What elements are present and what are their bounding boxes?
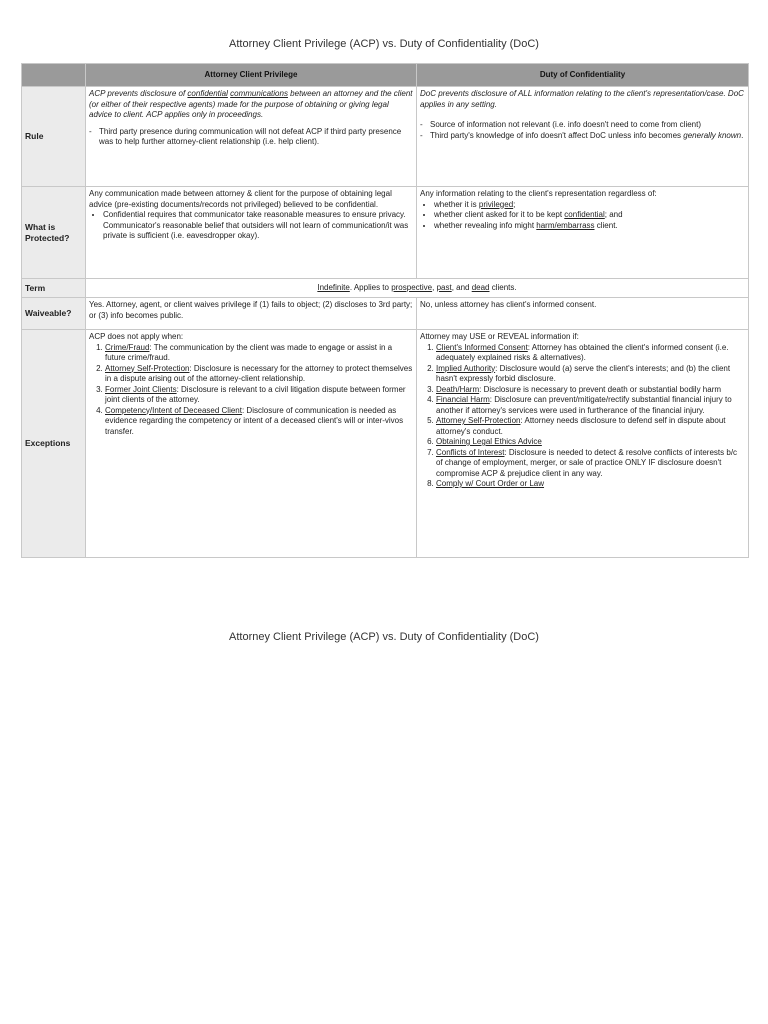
- list-item: 4. Competency/Intent of Deceased Client: Disclosure of communication is needed as evidence regarding the competency or intent of a deceased client's will or inter-vivos transfer.: [105, 406, 413, 438]
- protected-acp-list: [89, 210, 413, 242]
- rule-acp-list: [89, 127, 413, 148]
- protected-doc-cell: [417, 187, 749, 279]
- table-row-term: [22, 279, 749, 298]
- list-item: 2. Attorney Self-Protection: Disclosure is necessary for the attorney to protect themselves in a dispute arising out of the attorney-client relationship.: [105, 364, 413, 385]
- protected-doc-list: [420, 200, 745, 232]
- exceptions-doc-cell: [417, 330, 749, 558]
- table-header-row: [22, 64, 749, 87]
- table-row-exceptions: [22, 330, 749, 558]
- row-label-term: Term: [22, 279, 86, 298]
- list-item: 6. Obtaining Legal Ethics Advice: [436, 437, 745, 448]
- term-cell: Indefinite. Applies to prospective, past, and dead clients.: [86, 279, 749, 298]
- row-label-rule: Rule: [22, 87, 86, 187]
- header-corner: [22, 64, 86, 87]
- list-item: 4. Financial Harm: Disclosure can prevent/mitigate/rectify substantial financial injury to another if attorney's services were used in furtherance of the financial injury.: [436, 395, 745, 416]
- rule-doc-cell: [417, 87, 749, 187]
- list-item: 1. Crime/Fraud: The communication by the client was made to engage or assist in a future crime/fraud.: [105, 343, 413, 364]
- waiveable-acp-cell: Yes. Attorney, agent, or client waives privilege if (1) fails to object; (2) discloses to 3rd party; or (3) info becomes public.: [86, 298, 417, 330]
- list-item: 2. Implied Authority: Disclosure would (a) serve the client's interests; and (b) the client hasn't expressly forbid disclosure.: [436, 364, 745, 385]
- list-item: 8. Comply w/ Court Order or Law: [436, 479, 745, 490]
- list-item: 5. Attorney Self-Protection: Attorney needs disclosure to defend self in dispute about attorney's conduct.: [436, 416, 745, 437]
- waiveable-doc-cell: No, unless attorney has client's informed consent.: [417, 298, 749, 330]
- list-item: • whether revealing info might harm/embarrass client.: [434, 221, 745, 232]
- list-item: • whether client asked for it to be kept confidential; and: [434, 210, 745, 221]
- list-item: • whether it is privileged;: [434, 200, 745, 211]
- protected-acp-cell: [86, 187, 417, 279]
- list-item: - Third party's knowledge of info doesn't affect DoC unless info becomes generally known.: [420, 131, 745, 142]
- header-acp: Attorney Client Privilege: [86, 64, 417, 87]
- list-item: 7. Conflicts of Interest: Disclosure is needed to detect & resolve conflicts of interests b/c of change of employment, merger, or sale of practice ONLY IF disclosure doesn't compromise ACP & prejudice client in any way.: [436, 448, 745, 480]
- exceptions-acp-cell: [86, 330, 417, 558]
- table-row-waiveable: [22, 298, 749, 330]
- document-title-repeat: Attorney Client Privilege (ACP) vs. Duty of Confidentiality (DoC): [229, 631, 539, 643]
- row-label-waiveable: Waiveable?: [22, 298, 86, 330]
- row-label-exceptions: Exceptions: [22, 330, 86, 558]
- exceptions-acp-list: [89, 343, 413, 438]
- document-title: Attorney Client Privilege (ACP) vs. Duty of Confidentiality (DoC): [229, 38, 539, 50]
- list-item: - Third party presence during communication will not defeat ACP if third party presence was to help further attorney-client relationship (i.e. help client).: [89, 127, 413, 148]
- list-item: • Confidential requires that communicator take reasonable measures to ensure privacy. Communicator's reasonable belief that outsiders will not learn of communication/it was private is sufficient (i.e. eavesdropper okay).: [103, 210, 413, 242]
- list-item: 1. Client's Informed Consent: Attorney has obtained the client's informed consent (i.e. adequately explained risks & alternatives).: [436, 343, 745, 364]
- protected-doc-text: Any information relating to the client's representation regardless of:: [420, 189, 657, 198]
- row-label-protected: What is Protected?: [22, 187, 86, 279]
- protected-acp-text: Any communication made between attorney & client for the purpose of obtaining legal advice (pre-existing documents/records not privileged) believed to be confidential.: [89, 189, 392, 209]
- list-item: - Source of information not relevant (i.e. info doesn't need to come from client): [420, 120, 745, 131]
- rule-doc-text: DoC prevents disclosure of ALL information relating to the client's representation/case. DoC applies in any setting.: [420, 89, 744, 109]
- rule-acp-text: ACP prevents disclosure of confidential communications between an attorney and the client (or either of their respective agents) made for the purpose of obtaining or giving legal advice to client. ACP applies only in proceedings.: [89, 89, 413, 119]
- rule-acp-cell: [86, 87, 417, 187]
- exceptions-doc-intro: Attorney may USE or REVEAL information if:: [420, 332, 579, 341]
- exceptions-acp-intro: ACP does not apply when:: [89, 332, 184, 341]
- exceptions-doc-list: [420, 343, 745, 490]
- rule-doc-list: [420, 120, 745, 141]
- header-doc: Duty of Confidentiality: [417, 64, 749, 87]
- list-item: 3. Former Joint Clients: Disclosure is relevant to a civil litigation dispute between former joint clients of the attorney.: [105, 385, 413, 406]
- table-row-protected: [22, 187, 749, 279]
- list-item: 3. Death/Harm: Disclosure is necessary to prevent death or substantial bodily harm: [436, 385, 745, 396]
- table-row-rule: [22, 87, 749, 187]
- comparison-table: [21, 63, 749, 558]
